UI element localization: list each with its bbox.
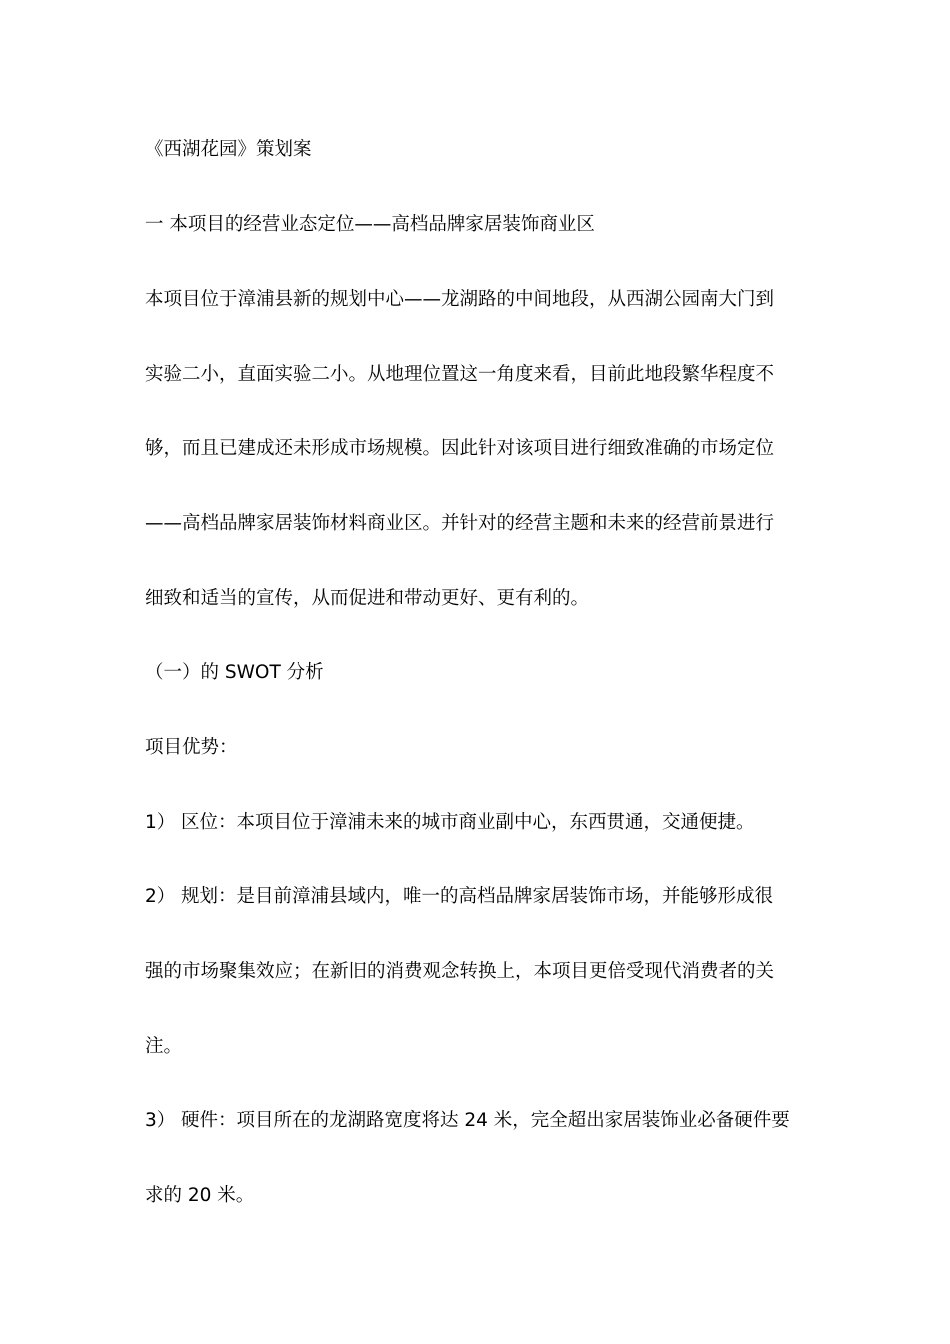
paragraph-line: 本项目位于漳浦县新的规划中心——龙湖路的中间地段，从西湖公园南大门到 xyxy=(145,289,775,310)
paragraph-line: 细致和适当的宣传，从而促进和带动更好、更有利的。 xyxy=(145,588,590,609)
advantages-heading: 项目优势： xyxy=(145,737,238,758)
list-item-number: 2） xyxy=(145,886,176,907)
section-heading: 一 本项目的经营业态定位——高档品牌家居装饰商业区 xyxy=(145,214,595,235)
list-item-number: 1） xyxy=(145,812,176,833)
list-item-continuation: 求的 20 米。 xyxy=(145,1185,255,1206)
list-item-text: 区位：本项目位于漳浦未来的城市商业副中心，东西贯通，交通便捷。 xyxy=(181,812,755,833)
list-item-text: 规划：是目前漳浦县域内，唯一的高档品牌家居装饰市场，并能够形成很 xyxy=(181,886,774,907)
list-item xyxy=(145,1109,790,1133)
list-item-continuation: 强的市场聚集效应；在新旧的消费观念转换上，本项目更倍受现代消费者的关 xyxy=(145,961,775,982)
list-item xyxy=(145,885,773,909)
paragraph-line: ——高档品牌家居装饰材料商业区。并针对的经营主题和未来的经营前景进行 xyxy=(145,513,775,534)
list-item xyxy=(145,811,755,835)
list-item-continuation: 注。 xyxy=(145,1036,183,1057)
paragraph-line: 够，而且已建成还未形成市场规模。因此针对该项目进行细致准确的市场定位 xyxy=(145,438,775,459)
document-title: 《西湖花园》策划案 xyxy=(145,139,312,160)
swot-heading: （一）的 SWOT 分析 xyxy=(145,662,324,683)
paragraph-line: 实验二小，直面实验二小。从地理位置这一角度来看，目前此地段繁华程度不 xyxy=(145,364,775,385)
list-item-number: 3） xyxy=(145,1110,176,1131)
list-item-text: 硬件：项目所在的龙湖路宽度将达 24 米，完全超出家居装饰业必备硬件要 xyxy=(181,1110,790,1131)
